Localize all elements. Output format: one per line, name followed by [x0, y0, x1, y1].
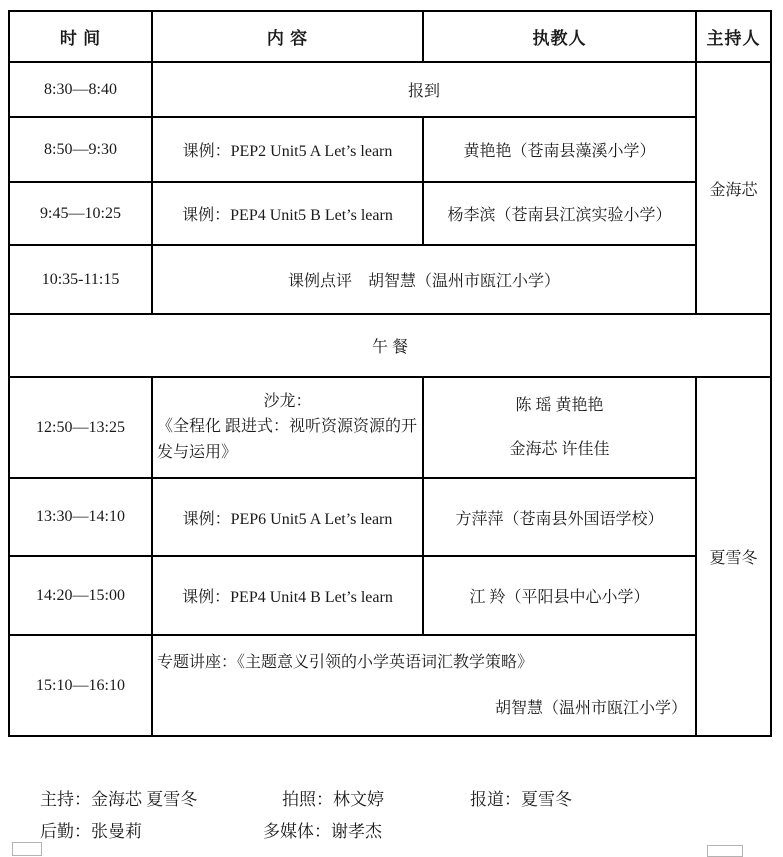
lecture-speaker: 胡智慧（温州市瓯江小学）	[494, 699, 687, 717]
row-lesson3	[9, 478, 771, 556]
footer-logistics: 后勤：张曼莉	[40, 822, 142, 841]
header-host: 主持人	[696, 11, 771, 62]
lecture-content	[152, 635, 696, 736]
row-lesson2	[9, 182, 771, 245]
review-time: 10:35-11:15	[9, 245, 152, 314]
review-content: 课例点评 胡智慧（温州市瓯江小学）	[152, 245, 696, 314]
row-lunch	[9, 314, 771, 377]
afternoon-host: 夏雪冬	[696, 377, 771, 736]
salon-time: 12:50—13:25	[9, 377, 152, 478]
header-teacher: 执教人	[423, 11, 696, 62]
registration-content: 报到	[152, 62, 696, 117]
row-lecture	[9, 635, 771, 736]
row-review	[9, 245, 771, 314]
lesson2-time: 9:45—10:25	[9, 182, 152, 245]
lesson1-teacher: 黄艳艳（苍南县藻溪小学）	[423, 117, 696, 182]
schedule-table	[8, 10, 772, 737]
footer-report: 报道：夏雪冬	[470, 790, 572, 809]
salon-teacher-line2: 金海芯 许佳佳	[509, 440, 610, 458]
page-handle-right	[707, 845, 743, 857]
header-time: 时 间	[9, 11, 152, 62]
page-handle-left	[12, 842, 42, 856]
lunch-label: 午 餐	[9, 314, 771, 377]
salon-content	[152, 377, 423, 478]
row-lesson4	[9, 556, 771, 635]
header-row	[9, 11, 771, 62]
lesson3-content: 课例：PEP6 Unit5 A Let’s learn	[152, 478, 423, 556]
row-registration	[9, 62, 771, 117]
header-content: 内 容	[152, 11, 423, 62]
salon-title: 沙龙：	[263, 392, 312, 410]
salon-teachers	[423, 377, 696, 478]
salon-teacher-line1: 陈 瑶 黄艳艳	[515, 396, 604, 414]
row-salon	[9, 377, 771, 478]
lesson2-teacher: 杨李滨（苍南县江滨实验小学）	[423, 182, 696, 245]
lesson3-time: 13:30—14:10	[9, 478, 152, 556]
lesson2-content: 课例：PEP4 Unit5 B Let’s learn	[152, 182, 423, 245]
registration-time: 8:30—8:40	[9, 62, 152, 117]
lesson4-content: 课例：PEP4 Unit4 B Let’s learn	[152, 556, 423, 635]
salon-body: 《全程化 跟进式：视听资源资源的开发与运用》	[157, 417, 418, 461]
footer-host: 主持：金海芯 夏雪冬	[40, 790, 198, 809]
lesson4-time: 14:20—15:00	[9, 556, 152, 635]
lesson1-content: 课例：PEP2 Unit5 A Let’s learn	[152, 117, 423, 182]
lecture-time: 15:10—16:10	[9, 635, 152, 736]
row-lesson1	[9, 117, 771, 182]
footer-multimedia: 多媒体：谢孝杰	[263, 822, 382, 841]
lesson1-time: 8:50—9:30	[9, 117, 152, 182]
lesson3-teacher: 方萍萍（苍南县外国语学校）	[423, 478, 696, 556]
footer-photo: 拍照：林文婷	[282, 790, 384, 809]
morning-host: 金海芯	[696, 62, 771, 314]
lecture-title: 专题讲座：《主题意义引领的小学英语词汇教学策略》	[157, 653, 534, 671]
lesson4-teacher: 江 羚（平阳县中心小学）	[423, 556, 696, 635]
